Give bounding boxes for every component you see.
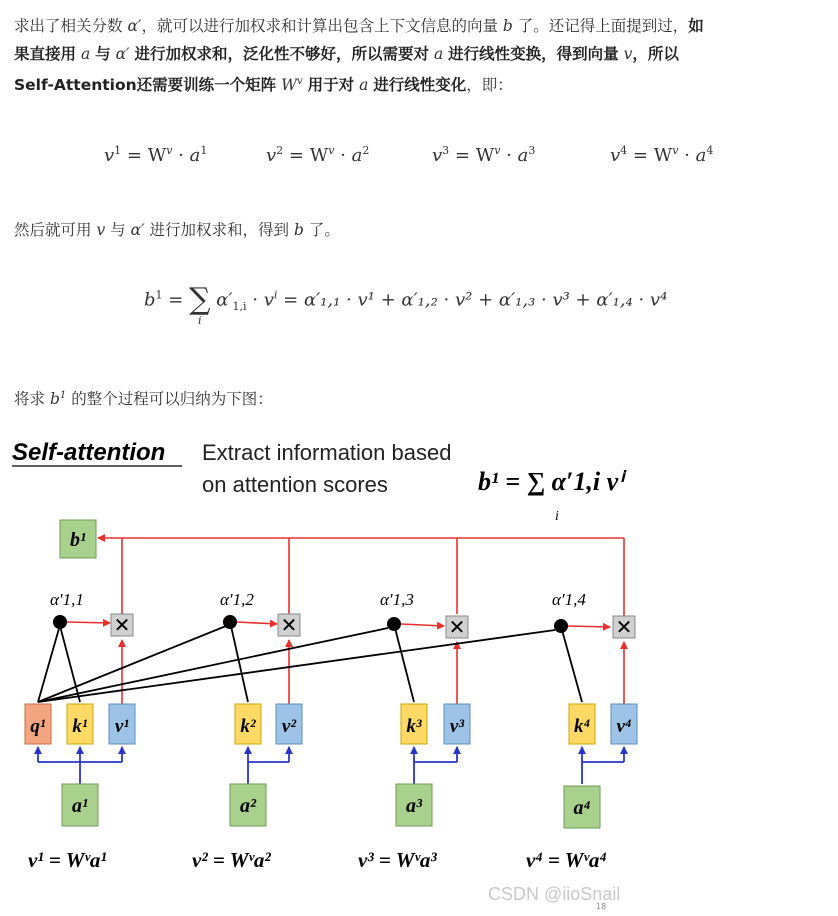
bottom-eq-4: v⁴ = Wᵛa⁴: [526, 848, 607, 872]
k1-label: k¹: [72, 716, 88, 737]
svg-text:✕: ✕: [615, 615, 633, 639]
math-a: a: [433, 45, 444, 63]
q-to-alpha-3: [38, 628, 388, 702]
math-alpha: α′: [127, 17, 142, 35]
alpha-label-2: α′1,2: [220, 590, 254, 609]
blue-arrows-4: [582, 747, 624, 784]
alpha-label-3: α′1,3: [380, 590, 414, 609]
k2-label: k²: [240, 716, 256, 737]
bold-text: 进行线性变换，得到向量: [448, 45, 619, 63]
equation-v3: $v^3 = W^v \cdot a^3$: [432, 144, 536, 166]
text: 了。还记得上面提到过，: [517, 17, 689, 35]
v2-label: v²: [281, 716, 297, 737]
alpha-label-1: α′1,1: [50, 590, 84, 609]
equation-v2: $v^2 = W^v \cdot a^2$: [266, 144, 370, 166]
equation-v4: $v^4 = W^v \cdot a^4$: [610, 144, 714, 166]
figure-formula: b¹ = ∑ α′1,i vⁱ: [478, 467, 623, 496]
sum-equation: $b^1$ = ∑ i $\alpha'_{1,i} \cdot v^i = \alpha'_1,_1 \cdot v^1 + \alpha'_1,_2 \cdot v^2 + \alpha'_1,_3 \cdot v^3 + \alpha'_1,_4 \cdot v^4$: [144, 282, 668, 327]
multiply-box-1: [111, 613, 133, 637]
figure-subtitle-2: on attention scores: [202, 472, 388, 497]
alpha-dot-3: [387, 617, 401, 631]
v1-label: v¹: [114, 716, 130, 737]
bottom-eq-1: v¹ = Wᵛa¹: [28, 848, 107, 872]
math-a: a: [80, 45, 91, 63]
figure-subtitle-1: Extract information based: [202, 440, 452, 465]
alpha-to-mult-4: [568, 626, 610, 627]
bottom-eq-3: v³ = Wᵛa³: [358, 848, 437, 872]
math-v: v: [623, 45, 633, 63]
text: ，即：: [466, 76, 513, 95]
text: 求出了相关分数: [14, 17, 123, 35]
page-number: 18: [596, 902, 607, 911]
blue-arrows-2: [248, 747, 289, 784]
a2-label: a²: [240, 795, 256, 817]
svg-text:✕: ✕: [113, 613, 131, 637]
k-to-alpha-4: [562, 630, 582, 702]
bold-text: 进行线性变化: [373, 76, 467, 95]
math-a: a: [359, 76, 369, 95]
math-b: b: [502, 17, 513, 35]
q-to-alpha-4: [38, 630, 555, 702]
bold-text: ，所以: [632, 45, 679, 63]
bold-text: 用于对: [307, 76, 355, 95]
q1-label: q¹: [30, 716, 46, 737]
k3-label: k³: [406, 716, 422, 737]
b1-label: b¹: [70, 529, 86, 551]
blue-arrows-1: [38, 747, 122, 784]
v-equations: [0, 140, 838, 174]
bold-text: 果直接用: [14, 45, 77, 63]
k-to-alpha-3: [395, 628, 414, 702]
alpha-to-mult-2: [237, 622, 277, 624]
a4-label: a⁴: [573, 797, 591, 819]
multiply-box-3: [446, 615, 468, 639]
alpha-label-4: α′1,4: [552, 590, 586, 609]
alpha-dot-4: [554, 619, 568, 633]
v3-label: v³: [449, 716, 465, 737]
alpha-to-mult-3: [401, 624, 444, 626]
q-to-alpha-1: [38, 625, 60, 702]
self-attention-figure: [0, 430, 838, 916]
figure-title: Self-attention: [12, 439, 166, 466]
multiply-box-2: [278, 613, 300, 637]
bold-text: 与: [95, 45, 111, 63]
a3-label: a³: [406, 795, 422, 817]
math-Wv: $W^v$: [281, 76, 303, 95]
equation-v1: $v^1 = W^v \cdot a^1$: [104, 144, 208, 166]
v4-label: v⁴: [616, 716, 632, 737]
a1-label: a¹: [72, 795, 88, 817]
svg-text:✕: ✕: [280, 613, 298, 637]
weighted-sum-paragraph: 然后就可用 v 与 α′ 进行加权求和，得到 b 了。: [14, 221, 340, 239]
bottom-eq-2: v² = Wᵛa²: [192, 848, 271, 872]
figure-formula-sub: i: [555, 509, 559, 524]
math-alpha: α′: [115, 45, 130, 63]
bold-text: 进行加权求和，泛化性不够好，所以需要对: [134, 45, 430, 63]
blue-arrows-3: [414, 747, 457, 784]
q-to-alpha-2: [38, 626, 226, 702]
bold-text: 如: [688, 17, 704, 35]
alpha-to-mult-1: [67, 622, 110, 623]
k4-label: k⁴: [573, 716, 591, 737]
svg-text:✕: ✕: [448, 615, 466, 639]
multiply-box-4: [613, 615, 635, 639]
intro-paragraph: [14, 12, 824, 99]
watermark: CSDN @iioSnail: [488, 884, 621, 904]
text: ，就可以进行加权求和计算出包含上下文信息的向量: [141, 17, 498, 35]
k-to-alpha-1: [60, 626, 80, 702]
bold-text: Self-Attention还需要训练一个矩阵: [14, 76, 277, 95]
figure-intro-paragraph: 将求 $b^1$ 的整个过程可以归纳为下图：: [14, 390, 273, 409]
k-to-alpha-2: [231, 626, 248, 702]
